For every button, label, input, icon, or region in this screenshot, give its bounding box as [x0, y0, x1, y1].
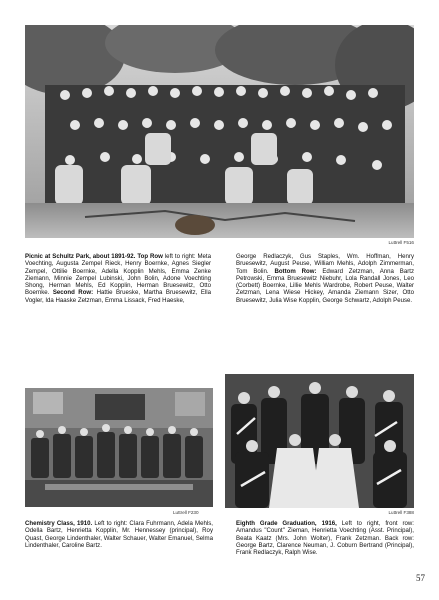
picnic-caption-left: [25, 253, 211, 304]
picnic-caption-bottom-text: Edward Zetzman, Anna Bartz Petrowski, Emma Bruesewitz Niebuhr, Lola Randall Jones, Leo (Corbett) Boernke, Lillie Mehls Wardrobe, Robert Peuse, Walter Zetzman, Lena Wiese Hickey, Amanda Ziemann Sizer, Otto Bruesewitz, Julia Wise Kopplin, George Schwartz, Adolph Peuse.: [236, 267, 414, 304]
picnic-caption-top-text: left to right: Meta Voechting, Augusta Zempel Rieck, Henry Boernke, Agnes Siegler Zempel, Ottilie Boernke, Adella Kopplin Mehls, Emma Zenke Ziemann, Minnie Zempel Lubinski, John Bolin, Adone Voechting Shong, Herman Mehls, Ed Kopplin, Herman Bruesewitz, Otto Boernke.: [25, 253, 211, 297]
picnic-caption-bottom-label: Bottom Row:: [274, 267, 317, 275]
picnic-photo-image: [25, 25, 414, 238]
picnic-caption-top-label: Top Row: [137, 253, 163, 260]
graduation-caption-title: Eighth Grade Graduation, 1916,: [236, 520, 337, 527]
picnic-caption-second-text: Hattie Brueske, Martha Bruesewitz, Ella Vogler, Ida Haaske Zetzman, Emma Lissack, Fred Haeske,: [25, 289, 211, 304]
chemistry-photo: [25, 388, 213, 507]
page-number: 57: [416, 573, 425, 583]
picnic-photo: [25, 25, 414, 238]
graduation-photo-image: [225, 374, 414, 508]
chemistry-photo-image: [25, 388, 213, 507]
graduation-photo-credit: Luttrell F388: [388, 510, 414, 515]
picnic-caption-cont-text: George Redlaczyk, Gus Staples, Wm. Hoffman, Henry Bruesewitz, August Peuse, William Mehls, Adolph Zimmerman, Tom Bolin.: [236, 253, 414, 275]
chemistry-caption-title: Chemistry Class, 1910.: [25, 520, 93, 527]
picnic-caption-right: [236, 253, 414, 304]
chemistry-caption-text: Left to right: Clara Fuhrmann, Adela Mehls, Odella Bartz, Henrietta Kopplin, Mr. Hennessey (principal), Roy Quast, George Lindenthaler, Walter Schauer, Walter Emanuel, Selma Lindenthaler, Caroline Bartz.: [25, 520, 213, 549]
picnic-caption-second-label: Second Row:: [52, 289, 94, 297]
picnic-caption-title: Picnic at Schultz Park, about 1891-92.: [25, 253, 136, 260]
picnic-photo-credit: Luttrell F516: [388, 240, 414, 245]
graduation-caption-text: Left to right, front row: Amandus "Count" Zieman, Henrietta Voechting (Asst. Principal), Beata Kaatz (Mrs. John Wolter), Frank Zetzman. Back row: George Bartz, Clarence Neuman, J. Coburn Bertrand (Principal), Frank Redlaczyk, Ralph Wise.: [236, 520, 415, 557]
chemistry-caption: [25, 520, 213, 549]
graduation-caption: [236, 520, 414, 556]
chemistry-photo-credit: Luttrell F230: [173, 510, 199, 515]
graduation-photo: [225, 374, 414, 508]
